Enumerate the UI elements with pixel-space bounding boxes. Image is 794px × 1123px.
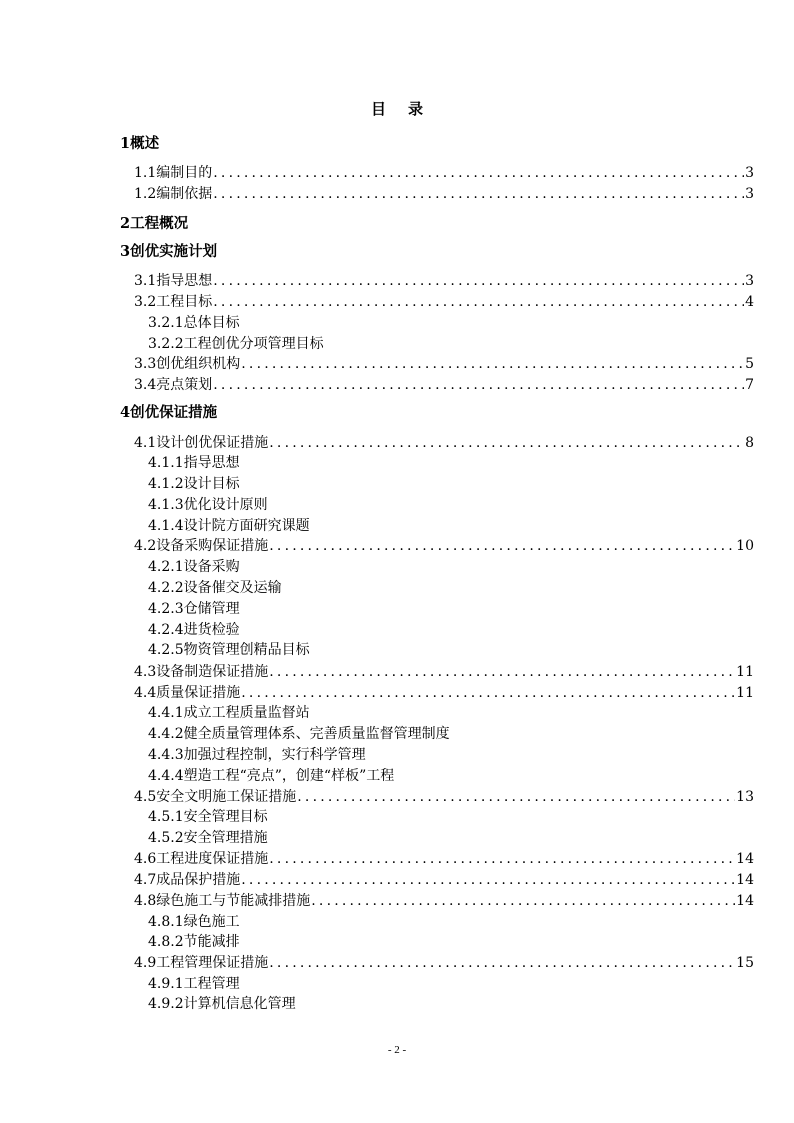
toc-subsection[interactable] [148, 516, 310, 536]
toc-leader-dots [311, 891, 735, 911]
toc-subsection[interactable] [148, 766, 394, 786]
toc-leader-dots [269, 953, 735, 973]
toc-subsection[interactable] [148, 807, 268, 827]
toc-entry-label: 4.7成品保护措施 [134, 872, 241, 888]
toc-leader-dots [269, 662, 735, 682]
toc-subsection[interactable] [148, 640, 310, 660]
toc-entry-label: 2工程概况 [120, 215, 189, 232]
toc-entry-label: 4.9工程管理保证措施 [134, 955, 269, 971]
toc-subsection[interactable] [148, 828, 268, 848]
toc-section[interactable] [134, 953, 754, 973]
toc-leader-dots [241, 870, 735, 890]
toc-page-number: 14 [736, 893, 754, 909]
toc-entry-label: 3.2.2工程创优分项管理目标 [148, 336, 324, 352]
toc-leader-dots [269, 849, 735, 869]
toc-subsection[interactable] [148, 620, 240, 640]
toc-entry-label: 4.9.2计算机信息化管理 [148, 996, 296, 1012]
toc-page-number: 3 [745, 186, 754, 202]
toc-subsection[interactable] [148, 453, 240, 473]
toc-subsection[interactable] [148, 932, 240, 952]
toc-chapter[interactable] [120, 134, 159, 154]
toc-section[interactable] [134, 662, 754, 682]
toc-section[interactable] [134, 375, 754, 395]
toc-entry-label: 4.2.2设备催交及运输 [148, 580, 282, 596]
toc-page-number: 7 [745, 377, 754, 393]
toc-entry-label: 4.1设计创优保证措施 [134, 435, 269, 451]
toc-chapter[interactable] [120, 214, 188, 234]
toc-page-number: 3 [745, 273, 754, 289]
toc-chapter[interactable] [120, 403, 217, 423]
toc-subsection[interactable] [148, 994, 296, 1014]
toc-entry-label: 3.4亮点策划 [134, 377, 213, 393]
toc-leader-dots [213, 184, 744, 204]
toc-leader-dots [213, 163, 744, 183]
toc-section[interactable] [134, 271, 754, 291]
toc-page-number: 13 [736, 789, 754, 805]
toc-section[interactable] [134, 787, 754, 807]
toc-section[interactable] [134, 433, 754, 453]
toc-entry-label: 4.6工程进度保证措施 [134, 851, 269, 867]
toc-subsection[interactable] [148, 599, 240, 619]
toc-entry-label: 4.5.2安全管理措施 [148, 830, 268, 846]
toc-entry-label: 4.5安全文明施工保证措施 [134, 789, 297, 805]
toc-chapter[interactable] [120, 242, 217, 262]
toc-entry-label: 3.3创优组织机构 [134, 356, 241, 372]
toc-entry-label: 4.8.1绿色施工 [148, 914, 240, 930]
toc-leader-dots [213, 292, 744, 312]
toc-entry-label: 4创优保证措施 [120, 404, 218, 421]
toc-entry-label: 1.2编制依据 [134, 186, 213, 202]
toc-entry-label: 4.4.2健全质量管理体系、完善质量监督管理制度 [148, 726, 450, 742]
toc-entry-label: 4.2.3仓储管理 [148, 601, 240, 617]
toc-subsection[interactable] [148, 912, 240, 932]
toc-entry-label: 4.1.1指导思想 [148, 455, 240, 471]
toc-leader-dots [269, 536, 735, 556]
toc-entry-label: 4.5.1安全管理目标 [148, 809, 268, 825]
toc-page-number: 4 [745, 294, 754, 310]
toc-entry-label: 4.9.1工程管理 [148, 976, 240, 992]
page-number: - 2 - [387, 1044, 407, 1056]
toc-entry-label: 4.2设备采购保证措施 [134, 538, 269, 554]
toc-leader-dots [297, 787, 735, 807]
toc-leader-dots [213, 271, 744, 291]
toc-page-number: 8 [745, 435, 754, 451]
toc-section[interactable] [134, 683, 754, 703]
toc-entry-label: 4.4质量保证措施 [134, 685, 241, 701]
toc-subsection[interactable] [148, 745, 366, 765]
toc-entry-label: 4.1.4设计院方面研究课题 [148, 518, 310, 534]
toc-page-number: 14 [736, 851, 754, 867]
toc-entry-label: 3.1指导思想 [134, 273, 213, 289]
toc-entry-label: 4.2.5物资管理创精品目标 [148, 642, 310, 658]
toc-entry-label: 1概述 [120, 135, 160, 152]
toc-entry-label: 3.2工程目标 [134, 294, 213, 310]
toc-section[interactable] [134, 292, 754, 312]
toc-page-number: 10 [736, 538, 754, 554]
toc-entry-label: 1.1编制目的 [134, 165, 213, 181]
toc-section[interactable] [134, 849, 754, 869]
toc-entry-label: 4.2.1设备采购 [148, 559, 240, 575]
toc-section[interactable] [134, 184, 754, 204]
toc-subsection[interactable] [148, 724, 450, 744]
toc-leader-dots [213, 375, 744, 395]
toc-page-number: 5 [745, 356, 754, 372]
toc-subsection[interactable] [148, 495, 268, 515]
toc-page-number: 3 [745, 165, 754, 181]
toc-entry-label: 3.2.1总体目标 [148, 315, 240, 331]
toc-entry-label: 4.3设备制造保证措施 [134, 664, 269, 680]
toc-entry-label: 3创优实施计划 [120, 243, 218, 260]
toc-page-number: 14 [736, 872, 754, 888]
toc-page-number: 11 [736, 664, 754, 680]
toc-entry-label: 4.4.3加强过程控制，实行科学管理 [148, 747, 366, 763]
toc-entry-label: 4.1.2设计目标 [148, 476, 240, 492]
toc-section[interactable] [134, 354, 754, 374]
toc-subsection[interactable] [148, 557, 240, 577]
toc-subsection[interactable] [148, 313, 240, 333]
toc-section[interactable] [134, 163, 754, 183]
toc-subsection[interactable] [148, 578, 282, 598]
toc-leader-dots [241, 683, 735, 703]
toc-section[interactable] [134, 536, 754, 556]
toc-entry-label: 4.8绿色施工与节能减排措施 [134, 893, 311, 909]
toc-entry-label: 4.4.4塑造工程“亮点”，创建“样板”工程 [148, 768, 395, 784]
toc-leader-dots [241, 354, 744, 374]
toc-entry-label: 4.4.1成立工程质量监督站 [148, 705, 310, 721]
toc-page-number: 11 [736, 685, 754, 701]
toc-entry-label: 4.1.3优化设计原则 [148, 497, 268, 513]
toc-subsection[interactable] [148, 334, 324, 354]
toc-entry-label: 4.8.2节能减排 [148, 934, 240, 950]
page-title: 目录 [370, 100, 445, 118]
toc-subsection[interactable] [148, 974, 240, 994]
toc-entry-label: 4.2.4进货检验 [148, 622, 240, 638]
toc-page-number: 15 [736, 955, 754, 971]
toc-subsection[interactable] [148, 474, 240, 494]
toc-section[interactable] [134, 891, 754, 911]
toc-leader-dots [269, 433, 744, 453]
toc-subsection[interactable] [148, 703, 310, 723]
toc-section[interactable] [134, 870, 754, 890]
